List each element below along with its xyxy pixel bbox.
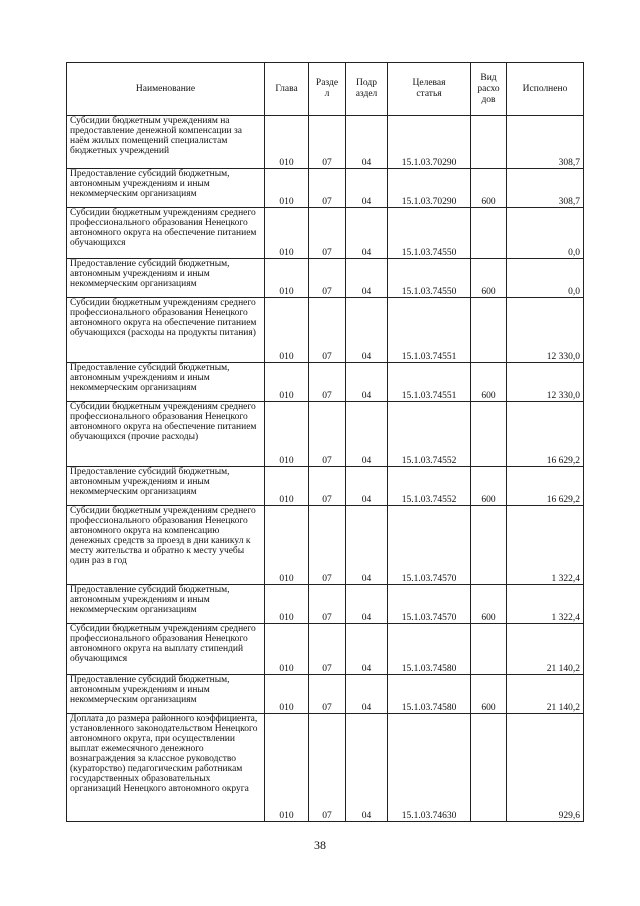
row-amount: 12 330,0 [507, 298, 584, 363]
row-target: 15.1.03.70290 [388, 169, 471, 208]
row-subsection: 04 [346, 169, 388, 208]
row-target: 15.1.03.74550 [388, 208, 471, 259]
table-row [67, 624, 584, 675]
header-name: Наименование [67, 63, 265, 116]
row-expense-type: 600 [471, 585, 507, 624]
row-name: Предоставление субсидий бюджетным, автономным учреждениям и иным некоммерческим организациям [67, 585, 265, 624]
table-row [67, 585, 584, 624]
row-target: 15.1.03.74552 [388, 467, 471, 506]
header-section: Разде л [309, 63, 346, 116]
row-target: 15.1.03.74552 [388, 402, 471, 467]
row-expense-type: 600 [471, 169, 507, 208]
row-section: 07 [309, 259, 346, 298]
row-name: Доплата до размера районного коэффициента, установленного законодательством Ненецкого автономного округа, при осуществлении выплат ежемесячного денежного вознаграждения за классное руководство (кураторство) педагогическим работникам государственных образовательных организаций Ненецкого автономного округа [67, 714, 265, 822]
row-amount: 21 140,2 [507, 624, 584, 675]
table-row [67, 169, 584, 208]
row-amount: 16 629,2 [507, 467, 584, 506]
row-target: 15.1.03.74630 [388, 714, 471, 822]
row-amount: 16 629,2 [507, 402, 584, 467]
row-amount: 1 322,4 [507, 585, 584, 624]
table-row [67, 675, 584, 714]
row-target: 15.1.03.74580 [388, 675, 471, 714]
row-subsection: 04 [346, 259, 388, 298]
row-expense-type [471, 208, 507, 259]
row-chapter: 010 [265, 585, 309, 624]
row-subsection: 04 [346, 467, 388, 506]
row-amount: 308,7 [507, 116, 584, 169]
row-section: 07 [309, 714, 346, 822]
row-section: 07 [309, 675, 346, 714]
header-subsection: Подр аздел [346, 63, 388, 116]
row-amount: 21 140,2 [507, 675, 584, 714]
row-target: 15.1.03.74570 [388, 506, 471, 585]
table-row [67, 208, 584, 259]
row-chapter: 010 [265, 116, 309, 169]
row-chapter: 010 [265, 714, 309, 822]
row-expense-type [471, 116, 507, 169]
row-expense-type: 600 [471, 259, 507, 298]
row-name: Предоставление субсидий бюджетным, автономным учреждениям и иным некоммерческим организациям [67, 169, 265, 208]
row-name: Предоставление субсидий бюджетным, автономным учреждениям и иным некоммерческим организациям [67, 675, 265, 714]
row-expense-type: 600 [471, 363, 507, 402]
header-expense-type: Вид расхо дов [471, 63, 507, 116]
row-expense-type [471, 298, 507, 363]
table-row [67, 467, 584, 506]
row-subsection: 04 [346, 208, 388, 259]
row-target: 15.1.03.74551 [388, 363, 471, 402]
row-subsection: 04 [346, 714, 388, 822]
row-chapter: 010 [265, 675, 309, 714]
row-subsection: 04 [346, 506, 388, 585]
row-target: 15.1.03.74551 [388, 298, 471, 363]
row-section: 07 [309, 624, 346, 675]
row-target: 15.1.03.74550 [388, 259, 471, 298]
row-name: Субсидии бюджетным учреждениям среднего профессионального образования Ненецкого автономного округа на обеспечение питанием обучающихся [67, 208, 265, 259]
row-chapter: 010 [265, 467, 309, 506]
table-row [67, 298, 584, 363]
row-expense-type [471, 714, 507, 822]
table-row [67, 259, 584, 298]
row-section: 07 [309, 169, 346, 208]
row-section: 07 [309, 298, 346, 363]
row-amount: 0,0 [507, 208, 584, 259]
row-name: Субсидии бюджетным учреждениям среднего профессионального образования Ненецкого автономного округа на обеспечение питанием обучающихся (прочие расходы) [67, 402, 265, 467]
table-row [67, 402, 584, 467]
row-target: 15.1.03.74570 [388, 585, 471, 624]
row-subsection: 04 [346, 675, 388, 714]
row-section: 07 [309, 585, 346, 624]
row-subsection: 04 [346, 298, 388, 363]
row-name: Субсидии бюджетным учреждениям среднего профессионального образования Ненецкого автономного округа на обеспечение питанием обучающихся (расходы на продукты питания) [67, 298, 265, 363]
row-name: Субсидии бюджетным учреждениям на предоставление денежной компенсации за наём жилых помещений специалистам бюджетных учреждений [67, 116, 265, 169]
row-expense-type [471, 624, 507, 675]
row-expense-type: 600 [471, 467, 507, 506]
row-chapter: 010 [265, 298, 309, 363]
header-chapter: Глава [265, 63, 309, 116]
row-section: 07 [309, 402, 346, 467]
row-subsection: 04 [346, 363, 388, 402]
table-row [67, 506, 584, 585]
row-subsection: 04 [346, 585, 388, 624]
row-amount: 12 330,0 [507, 363, 584, 402]
header-executed: Исполнено [507, 63, 584, 116]
row-chapter: 010 [265, 402, 309, 467]
row-expense-type: 600 [471, 675, 507, 714]
row-expense-type [471, 402, 507, 467]
row-chapter: 010 [265, 208, 309, 259]
row-chapter: 010 [265, 259, 309, 298]
row-section: 07 [309, 363, 346, 402]
row-name: Предоставление субсидий бюджетным, автономным учреждениям и иным некоммерческим организациям [67, 259, 265, 298]
budget-table [66, 62, 584, 822]
row-amount: 1 322,4 [507, 506, 584, 585]
row-section: 07 [309, 467, 346, 506]
row-name: Субсидии бюджетным учреждениям среднего профессионального образования Ненецкого автономного округа на компенсацию денежных средств за проезд в дни каникул к месту жительства и обратно к месту учебы один раз в год [67, 506, 265, 585]
row-name: Предоставление субсидий бюджетным, автономным учреждениям и иным некоммерческим организациям [67, 363, 265, 402]
row-section: 07 [309, 208, 346, 259]
row-expense-type [471, 506, 507, 585]
row-name: Предоставление субсидий бюджетным, автономным учреждениям и иным некоммерческим организациям [67, 467, 265, 506]
row-subsection: 04 [346, 116, 388, 169]
row-chapter: 010 [265, 506, 309, 585]
table-row [67, 116, 584, 169]
row-section: 07 [309, 116, 346, 169]
row-subsection: 04 [346, 624, 388, 675]
row-section: 07 [309, 506, 346, 585]
header-target: Целевая статья [388, 63, 471, 116]
row-name: Субсидии бюджетным учреждениям среднего профессионального образования Ненецкого автономного округа на выплату стипендий обучающимся [67, 624, 265, 675]
row-amount: 929,6 [507, 714, 584, 822]
row-target: 15.1.03.70290 [388, 116, 471, 169]
row-chapter: 010 [265, 169, 309, 208]
table-row [67, 714, 584, 822]
row-target: 15.1.03.74580 [388, 624, 471, 675]
row-amount: 0,0 [507, 259, 584, 298]
table-row [67, 363, 584, 402]
page-number: 38 [314, 838, 326, 852]
row-subsection: 04 [346, 402, 388, 467]
row-chapter: 010 [265, 624, 309, 675]
row-chapter: 010 [265, 363, 309, 402]
row-amount: 308,7 [507, 169, 584, 208]
table-header-row [67, 63, 584, 116]
